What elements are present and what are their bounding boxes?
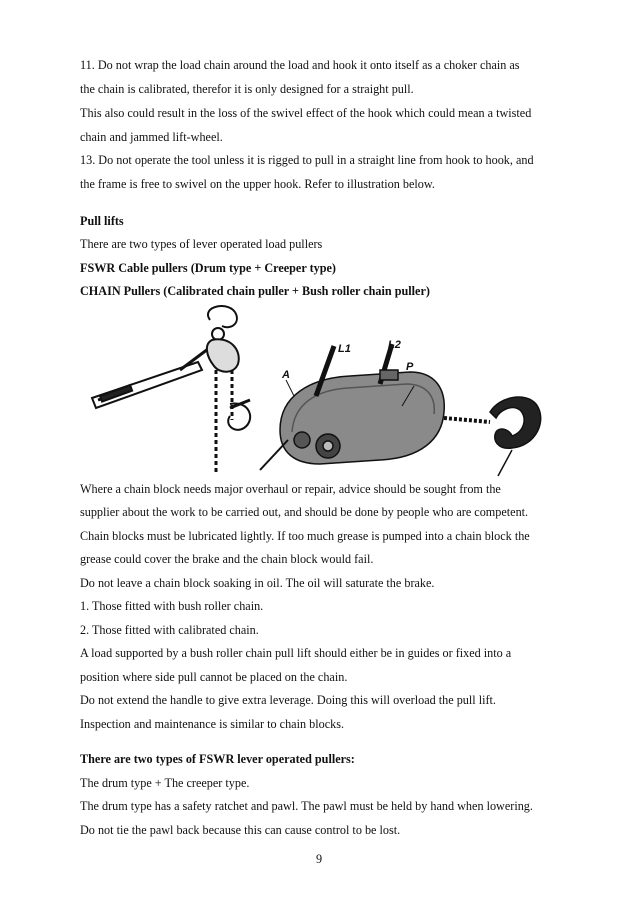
section-heading: FSWR Cable pullers (Drum type + Creeper type) — [80, 261, 336, 275]
paragraph-line: Do not tie the pawl back because this can cause control to be lost. — [80, 823, 401, 837]
paragraph-line: Do not extend the handle to give extra leverage. Doing this will overload the pull lift. — [80, 693, 496, 707]
paragraph-line: Where a chain block needs major overhaul or repair, advice should be sought from the — [80, 482, 501, 496]
figure-label-p: P — [406, 361, 414, 373]
paragraph-line: supplier about the work to be carried out, and should be done by people who are competent. — [80, 505, 529, 519]
paragraph-line: grease could cover the brake and the chain block would fail. — [80, 552, 374, 566]
page-number: 9 — [315, 852, 323, 866]
paragraph-line: 1. Those fitted with bush roller chain. — [80, 599, 264, 613]
figure-label-l2: L2 — [388, 339, 401, 351]
paragraph-line: 11. Do not wrap the load chain around the load and hook it onto itself as a choker chain as — [80, 58, 520, 72]
chain-puller-drawing — [92, 306, 250, 472]
figure-label-l1: L1 — [338, 343, 351, 355]
paragraph-line: Chain blocks must be lubricated lightly. If too much grease is pumped into a chain block the — [80, 529, 530, 543]
pullers-illustration — [80, 300, 560, 480]
paragraph-line: A load supported by a bush roller chain pull lift should either be in guides or fixed into a — [80, 646, 512, 660]
paragraph-line: Inspection and maintenance is similar to chain blocks. — [80, 717, 344, 731]
paragraph-line: 13. Do not operate the tool unless it is rigged to pull in a straight line from hook to hook, and — [80, 153, 534, 167]
paragraph-line: This also could result in the loss of the swivel effect of the hook which could mean a twisted — [80, 106, 532, 120]
paragraph-line: the chain is calibrated, therefor it is only designed for a straight pull. — [80, 82, 414, 96]
paragraph-line: position where side pull cannot be placed on the chain. — [80, 670, 348, 684]
paragraph-line: The drum type has a safety ratchet and pawl. The pawl must be held by hand when lowering. — [80, 799, 533, 813]
paragraph-line: the frame is free to swivel on the upper hook. Refer to illustration below. — [80, 177, 435, 191]
paragraph-line: The drum type + The creeper type. — [80, 776, 250, 790]
cable-puller-drawing — [260, 344, 541, 476]
paragraph-line: 2. Those fitted with calibrated chain. — [80, 623, 259, 637]
section-heading: Pull lifts — [80, 214, 124, 228]
figure-label-a: A — [282, 369, 290, 381]
paragraph-line: There are two types of lever operated load pullers — [80, 237, 323, 251]
section-heading: CHAIN Pullers (Calibrated chain puller + Bush roller chain puller) — [80, 284, 430, 298]
paragraph-line: chain and jammed lift-wheel. — [80, 130, 223, 144]
paragraph-line: Do not leave a chain block soaking in oil. The oil will saturate the brake. — [80, 576, 435, 590]
section-heading: There are two types of FSWR lever operated pullers: — [80, 752, 355, 766]
